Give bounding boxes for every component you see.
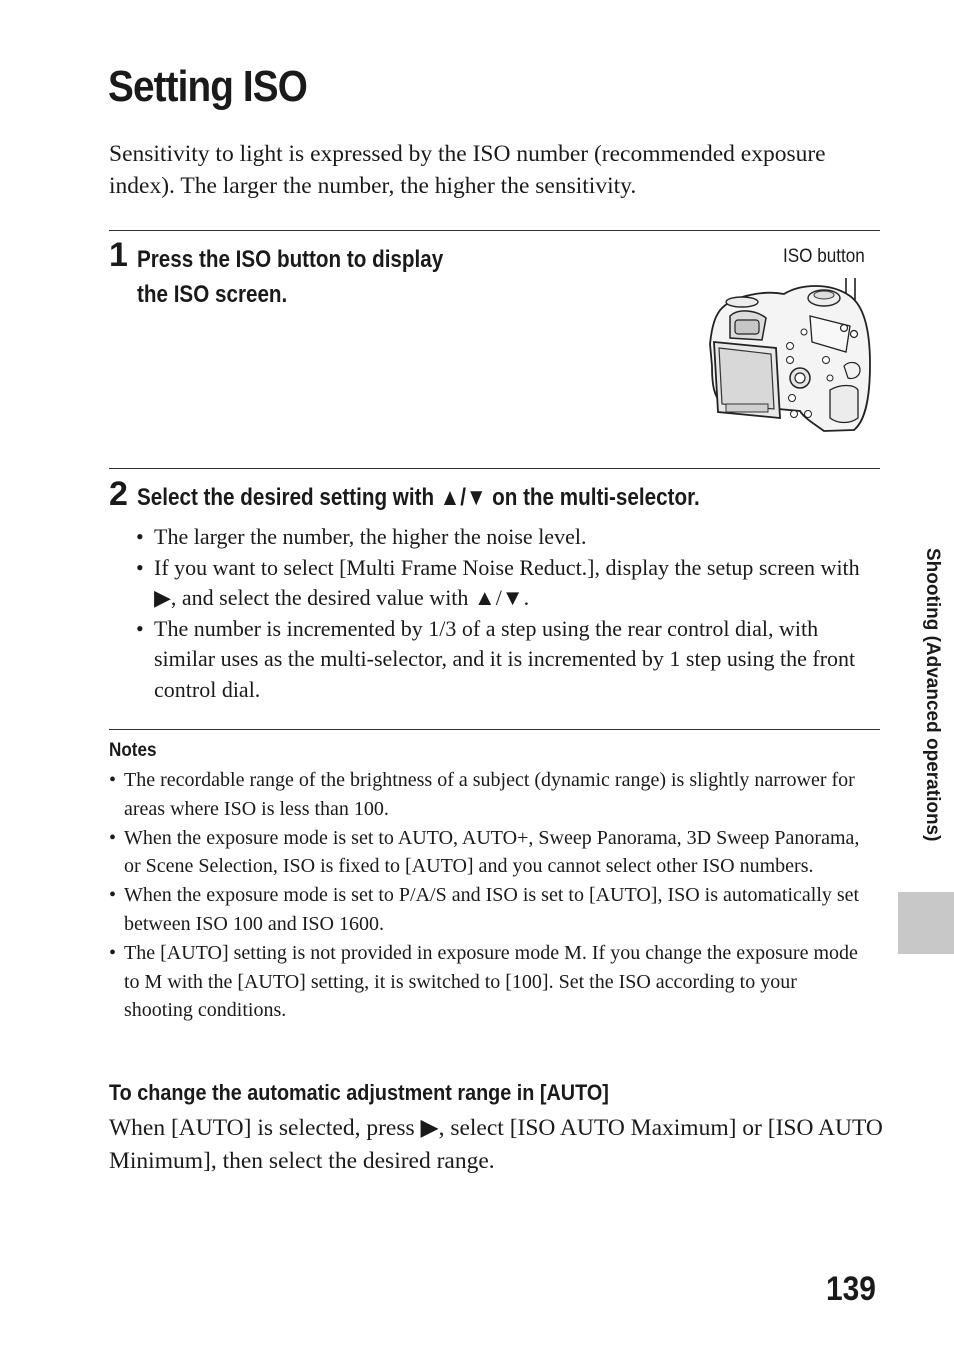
notes-list: [109, 766, 869, 1025]
divider: [109, 230, 880, 231]
list-item: • The [AUTO] setting is not provided in exposure mode M. If you change the exposure mode to M with the [AUTO] setting, it is switched to [100]. Set the ISO according to your shooting conditions.: [109, 939, 869, 1025]
auto-range-heading: To change the automatic adjustment range in [AUTO]: [109, 1080, 609, 1105]
step-2-heading: Select the desired setting with ▲/▼ on the multi-selector.: [137, 484, 700, 511]
list-item: • When the exposure mode is set to AUTO, AUTO+, Sweep Panorama, 3D Sweep Panorama, or Scene Selection, ISO is fixed to [AUTO] and you cannot select other ISO numbers.: [109, 824, 869, 882]
auto-range-body: When [AUTO] is selected, press ▶, select [ISO AUTO Maximum] or [ISO AUTO Minimum], then select the desired range.: [109, 1115, 883, 1174]
step-2-bullet-list: [136, 522, 881, 705]
list-item: • The larger the number, the higher the noise level.: [136, 522, 881, 553]
section-side-tab-label: Shooting (Advanced operations): [922, 548, 943, 842]
list-item: • The number is incremented by 1/3 of a step using the rear control dial, with similar uses as the multi-selector, and it is incremented by 1 step using the front control dial.: [136, 614, 881, 706]
section-marker-block: [898, 892, 954, 954]
camera-illustration: [704, 268, 876, 436]
step-1-line-1: Press the ISO button to display: [137, 246, 444, 273]
step-1-line-2: the ISO screen.: [137, 281, 288, 308]
step-2-number: 2: [109, 475, 128, 513]
page-number: 139: [826, 1270, 876, 1308]
divider: [109, 468, 880, 469]
intro-paragraph: Sensitivity to light is expressed by the ISO number (recommended exposure index). The larger the number, the higher the sensitivity.: [109, 141, 826, 199]
notes-heading: Notes: [109, 740, 157, 761]
section-side-tab: [917, 548, 947, 878]
iso-button-label: ISO button: [783, 246, 865, 267]
list-item: • When the exposure mode is set to P/A/S and ISO is set to [AUTO], ISO is automatically set between ISO 100 and ISO 1600.: [109, 881, 869, 939]
list-item: • If you want to select [Multi Frame Noise Reduct.], display the setup screen with ▶, and select the desired value with ▲/▼.: [136, 553, 881, 614]
page-title: Setting ISO: [108, 62, 307, 111]
list-item: • The recordable range of the brightness of a subject (dynamic range) is slightly narrower for areas where ISO is less than 100.: [109, 766, 869, 824]
divider: [109, 729, 880, 730]
step-1-number: 1: [109, 236, 128, 274]
